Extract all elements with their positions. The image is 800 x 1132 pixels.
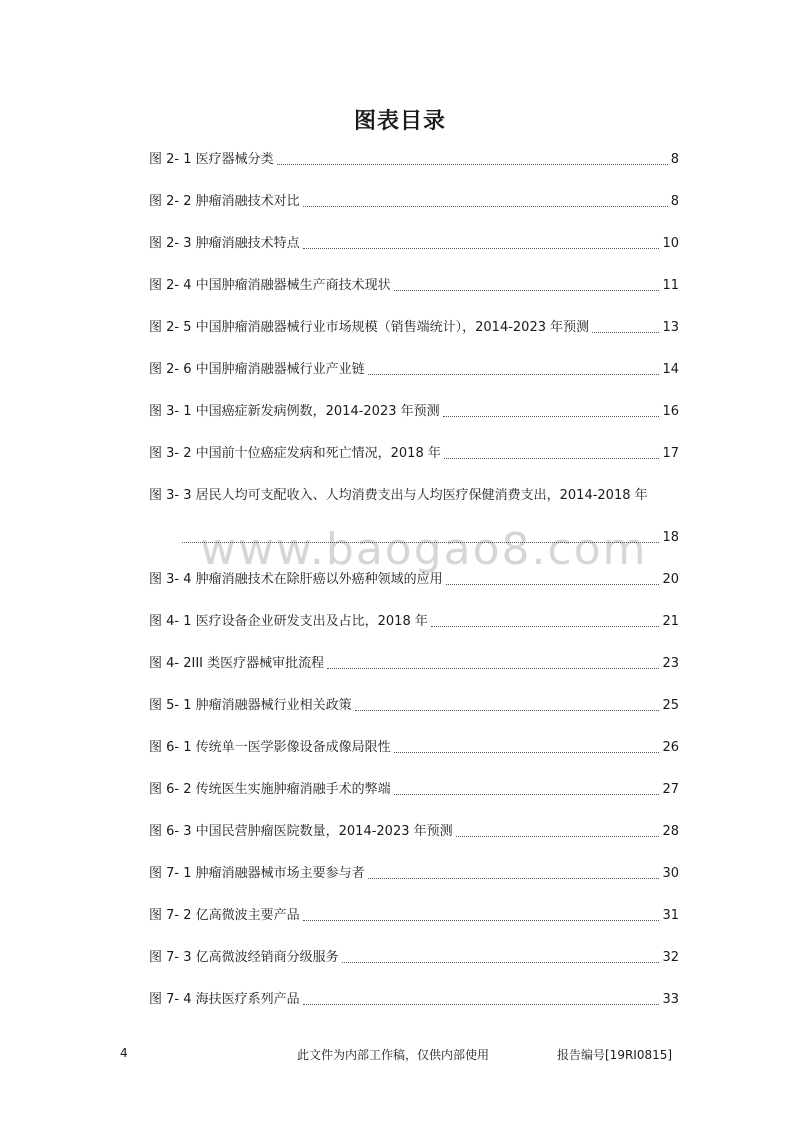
- toc-leader-dots: [303, 1004, 660, 1005]
- toc-entry[interactable]: [149, 696, 679, 716]
- toc-leader-dots: [443, 416, 660, 417]
- toc-leader-dots: [342, 962, 660, 963]
- toc-entry-label: 图 2- 2 肿瘤消融技术对比: [149, 194, 300, 209]
- toc-entry-label: 图 2- 4 中国肿瘤消融器械生产商技术现状: [149, 278, 391, 293]
- toc-entry-label: 图 2- 1 医疗器械分类: [149, 152, 274, 167]
- toc-entry-label: 图 7- 3 亿高微波经销商分级服务: [149, 950, 339, 965]
- toc-entry-page: 33: [662, 992, 679, 1007]
- toc-entry-label: 图 2- 6 中国肿瘤消融器械行业产业链: [149, 362, 365, 377]
- toc-entry-page: 26: [662, 740, 679, 755]
- toc-entry-label: 图 7- 2 亿高微波主要产品: [149, 908, 300, 923]
- toc-entry-label: 图 3- 2 中国前十位癌症发病和死亡情况，2018 年: [149, 446, 441, 461]
- toc-entry[interactable]: [149, 948, 679, 968]
- toc-entry-page: 23: [662, 656, 679, 671]
- toc-entry-page: 31: [662, 908, 679, 923]
- watermark: www.baogao8.com: [200, 524, 648, 575]
- toc-entry-page: 25: [662, 698, 679, 713]
- toc-entry-label: 图 7- 1 肿瘤消融器械市场主要参与者: [149, 866, 365, 881]
- toc-leader-dots: [592, 332, 659, 333]
- toc-entry[interactable]: [149, 990, 679, 1010]
- toc-entry-page: 13: [662, 320, 679, 335]
- toc-entry-label: 图 3- 1 中国癌症新发病例数，2014-2023 年预测: [149, 404, 440, 419]
- toc-entry[interactable]: [149, 234, 679, 254]
- toc-entry-page: 30: [662, 866, 679, 881]
- toc-entry-page: 17: [662, 446, 679, 461]
- toc-entry[interactable]: [149, 654, 679, 674]
- toc-entry[interactable]: [149, 780, 679, 800]
- toc-entry-page: 11: [662, 278, 679, 293]
- toc-leader-dots: [303, 206, 668, 207]
- toc-leader-dots: [303, 920, 660, 921]
- toc-entry-label: 图 6- 2 传统医生实施肿瘤消融手术的弊端: [149, 782, 391, 797]
- toc-entry-label: 图 6- 3 中国民营肿瘤医院数量，2014-2023 年预测: [149, 824, 453, 839]
- toc-entry-page: 32: [662, 950, 679, 965]
- toc-leader-dots: [182, 542, 659, 543]
- toc-leader-dots: [394, 752, 660, 753]
- toc-entry[interactable]: [149, 864, 679, 884]
- page-title: 图表目录: [353, 109, 446, 134]
- toc-entry-label: 图 4- 1 医疗设备企业研发支出及占比，2018 年: [149, 614, 428, 629]
- toc-entry-label-wrapped[interactable]: 图 3- 3 居民人均可支配收入、人均消费支出与人均医疗保健消费支出，2014-2018 年: [149, 488, 648, 503]
- toc-leader-dots: [277, 164, 668, 165]
- toc-entry-page: 28: [662, 824, 679, 839]
- toc-leader-dots: [431, 626, 660, 627]
- toc-entry[interactable]: [149, 444, 679, 464]
- footer-report-code: 报告编号[19RI0815]: [557, 1048, 673, 1062]
- toc-entry-page: 10: [662, 236, 679, 251]
- toc-leader-dots: [355, 710, 660, 711]
- toc-entry-label: 图 2- 5 中国肿瘤消融器械行业市场规模（销售端统计），2014-2023 年预测: [149, 320, 590, 335]
- toc-entry[interactable]: [149, 192, 679, 212]
- toc-entry-page: 8: [670, 194, 679, 209]
- toc-entry-page: 16: [662, 404, 679, 419]
- toc-entry-label: 图 3- 4 肿瘤消融技术在除肝癌以外癌种领域的应用: [149, 572, 443, 587]
- toc-entry-page: 18: [662, 530, 679, 545]
- toc-entry[interactable]: [149, 906, 679, 926]
- toc-leader-dots: [368, 374, 660, 375]
- toc-entry[interactable]: [149, 276, 679, 296]
- toc-entry[interactable]: [149, 318, 679, 338]
- toc-entry-page: 27: [662, 782, 679, 797]
- toc-entry-page: 21: [662, 614, 679, 629]
- toc-entry-page: 8: [670, 152, 679, 167]
- toc-entry-page: 14: [662, 362, 679, 377]
- toc-leader-dots: [456, 836, 660, 837]
- footer-page-number: 4: [120, 1046, 128, 1060]
- toc-entry[interactable]: [149, 570, 679, 590]
- toc-entry[interactable]: [149, 738, 679, 758]
- toc-entry-label: 图 5- 1 肿瘤消融器械行业相关政策: [149, 698, 352, 713]
- toc-entry[interactable]: [149, 612, 679, 632]
- toc-entry[interactable]: [149, 150, 679, 170]
- toc-entry-page: 20: [662, 572, 679, 587]
- toc-entry-label: 图 2- 3 肿瘤消融技术特点: [149, 236, 300, 251]
- footer-notice: 此文件为内部工作稿，仅供内部使用: [297, 1048, 490, 1062]
- toc-entry[interactable]: [149, 822, 679, 842]
- toc-leader-dots: [327, 668, 659, 669]
- toc-entry-label: 图 7- 4 海扶医疗系列产品: [149, 992, 300, 1007]
- toc-leader-dots: [394, 794, 660, 795]
- toc-leader-dots: [368, 878, 660, 879]
- toc-entry-continuation[interactable]: [179, 528, 679, 548]
- toc-leader-dots: [444, 458, 660, 459]
- toc-entry[interactable]: [149, 402, 679, 422]
- toc-leader-dots: [303, 248, 660, 249]
- toc-entry-label: 图 6- 1 传统单一医学影像设备成像局限性: [149, 740, 391, 755]
- toc-entry[interactable]: [149, 360, 679, 380]
- toc-leader-dots: [394, 290, 660, 291]
- toc-entry-label: 图 4- 2III 类医疗器械审批流程: [149, 656, 325, 671]
- toc-leader-dots: [446, 584, 660, 585]
